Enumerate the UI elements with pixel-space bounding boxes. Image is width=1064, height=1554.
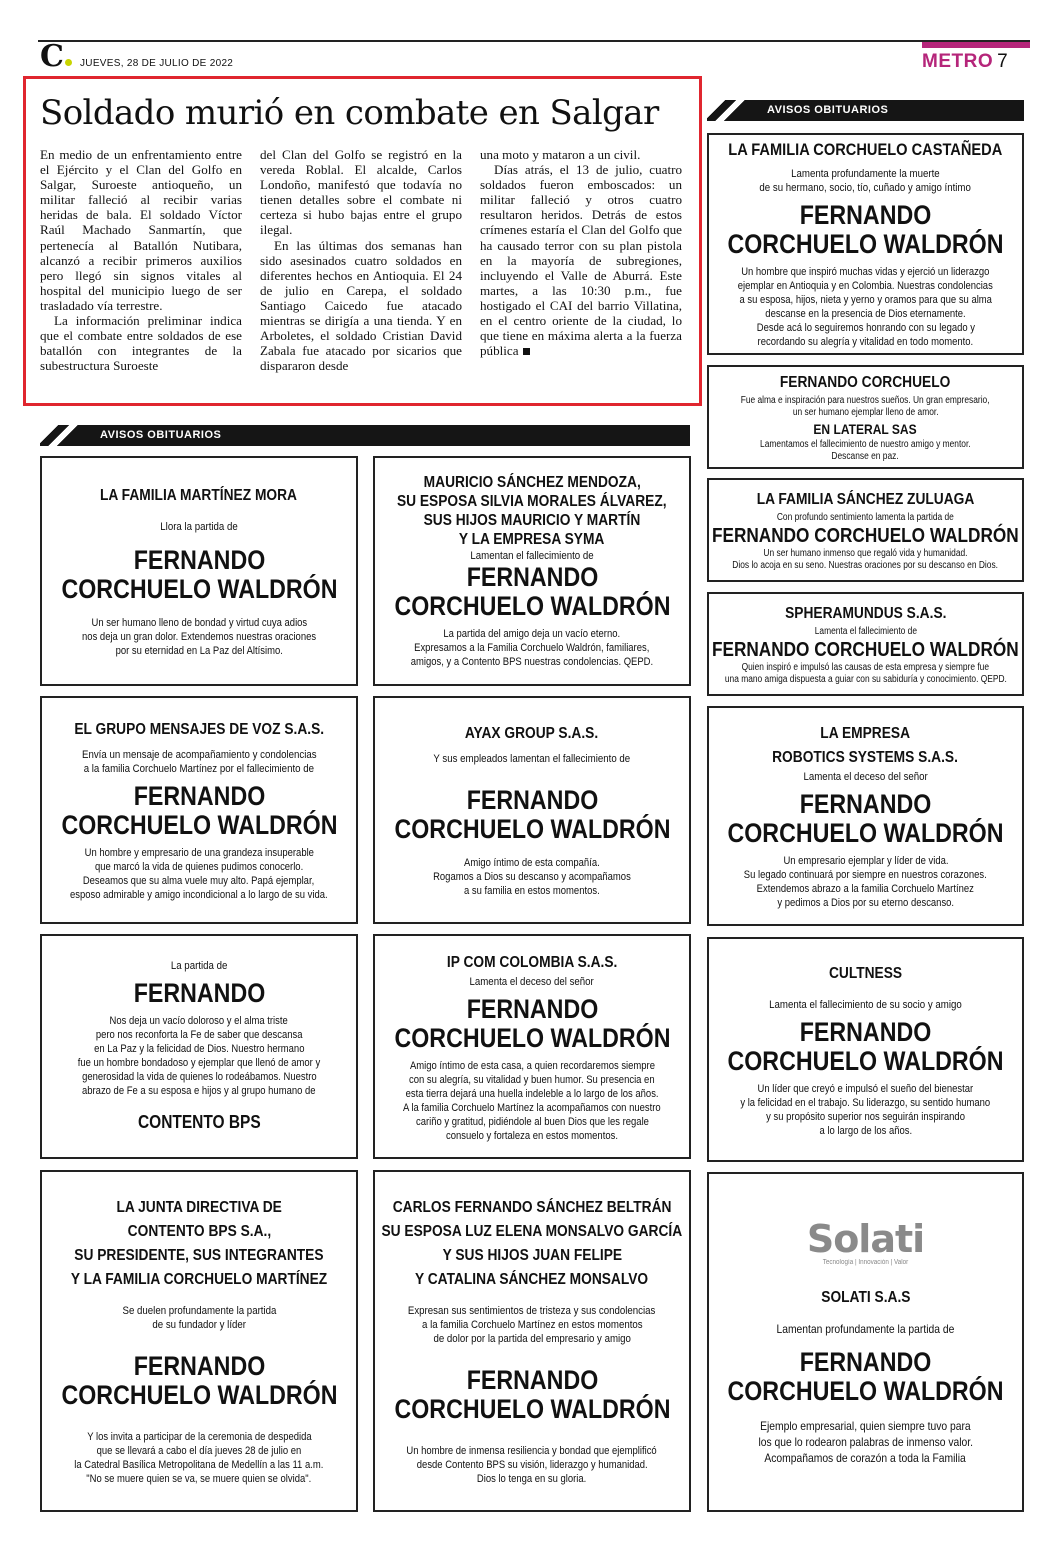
deceased-name: CORCHUELO WALDRÓN bbox=[393, 1022, 671, 1053]
deceased-name: CORCHUELO WALDRÓN bbox=[727, 818, 1004, 848]
deceased-name: FERNANDO bbox=[133, 978, 265, 1008]
aviso-body: con su alegría, su vitalidad y buen humor. Su presencia en bbox=[409, 1073, 655, 1086]
aviso-title: Y SUS HIJOS JUAN FELIPE bbox=[442, 1247, 622, 1264]
aviso-solati bbox=[707, 1172, 1024, 1512]
aviso-body: Un ser humano inmenso que regaló vida y humanidad. bbox=[763, 548, 968, 559]
aviso-body: Ejemplo empresarial, quien siempre tuvo para bbox=[760, 1418, 971, 1433]
aviso-intro: Lamenta el fallecimiento de bbox=[814, 626, 917, 637]
aviso-title: CARLOS FERNANDO SÁNCHEZ BELTRÁN bbox=[392, 1199, 672, 1216]
deceased-name: FERNANDO bbox=[466, 993, 598, 1024]
aviso-intro: de su fundador y líder bbox=[152, 1319, 246, 1331]
aviso-body: Dios lo tenga en su gloria. bbox=[477, 1473, 587, 1485]
avisos-header-grid: AVISOS OBITUARIOS bbox=[40, 425, 690, 446]
deceased-name: FERNANDO bbox=[466, 785, 598, 815]
aviso-body: Acompañamos de corazón a toda la Familia bbox=[764, 1450, 967, 1465]
aviso-intro: de dolor por la partida del empresario y amigo bbox=[433, 1333, 631, 1345]
aviso-body: Nos deja un vacío doloroso y el alma triste bbox=[109, 1015, 289, 1027]
aviso-body: pero nos reconforta la Fe de saber que descansa bbox=[95, 1029, 303, 1041]
aviso-body: Quien inspiró e impulsó las causas de esta empresa y siempre fue bbox=[741, 662, 990, 673]
aviso-intro: Se duelen profundamente la partida bbox=[122, 1305, 276, 1317]
aviso-title: MAURICIO SÁNCHEZ MENDOZA, bbox=[423, 474, 641, 491]
aviso-title: LA EMPRESA bbox=[820, 725, 911, 742]
aviso-body: a su esposa, hijos, nieta y yerno y oramos para que su alma bbox=[739, 294, 992, 306]
aviso-body: que se llevará a cabo el día jueves 28 de julio en bbox=[96, 1445, 302, 1457]
deceased-name: CORCHUELO WALDRÓN bbox=[393, 1394, 671, 1424]
aviso-body: Dios lo acoja en su seno. Nuestras oraciones por su descanso en Dios. bbox=[732, 560, 999, 571]
paragraph: En las últimas dos semanas han sido asesinados cuatro soldados en diferentes hechos en Antioquia. El 24 de julio en Carepa, el soldado Santiago Caicedo fue atacado mientras se dirigía a una tienda. Y en Arboletes, el soldado Cristian David Zabala fue atacado por sicarios que dispararon desde bbox=[260, 237, 462, 374]
aviso-sanchez-beltran bbox=[373, 1170, 691, 1512]
aviso-body: descanse en la presencia de Dios eternamente. bbox=[765, 308, 966, 320]
aviso-company: EN LATERAL SAS bbox=[813, 421, 918, 437]
aviso-body: nos deja un gran dolor. Extendemos nuestras oraciones bbox=[81, 631, 317, 643]
aviso-intro: Llora la partida de bbox=[160, 521, 238, 533]
aviso-title: SPHERAMUNDUS S.A.S. bbox=[784, 605, 947, 622]
aviso-body: Y los invita a participar de la ceremonia de despedida bbox=[86, 1431, 312, 1443]
deceased-name: FERNANDO bbox=[133, 781, 265, 811]
aviso-body: por su eternidad en La Paz del Altísimo. bbox=[115, 645, 283, 657]
deceased-name: CORCHUELO WALDRÓN bbox=[393, 814, 671, 844]
aviso-en-lateral bbox=[707, 365, 1024, 469]
aviso-intro: Lamenta profundamente la muerte bbox=[791, 168, 940, 180]
aviso-intro: Lamenta el fallecimiento de su socio y amigo bbox=[769, 998, 962, 1011]
aviso-body: la Catedral Basílica Metropolitana de Medellín a las 11 a.m. bbox=[74, 1459, 324, 1471]
aviso-body: Deseamos que su alma vuele muy alto. Papá ejemplar, bbox=[83, 875, 315, 887]
aviso-title: LA FAMILIA SÁNCHEZ ZULUAGA bbox=[756, 491, 975, 508]
aviso-intro: Envía un mensaje de acompañamiento y condolencias bbox=[81, 749, 317, 761]
aviso-body: ejemplar en Antioquia y en Colombia. Nuestras condolencias bbox=[737, 280, 994, 292]
section-name: METRO bbox=[922, 51, 994, 72]
solati-tagline: Tecnología | Innovación | Valor bbox=[822, 1258, 909, 1266]
aviso-martinez-mora bbox=[40, 456, 358, 686]
aviso-intro: Lamentan profundamente la partida de bbox=[776, 1321, 955, 1336]
slash-decoration-icon bbox=[40, 425, 80, 446]
paragraph: La información preliminar indica que el combate entre soldados de ese batallón con integrantes de la subestructura Suroeste bbox=[40, 313, 242, 374]
aviso-body: un ser humano ejemplar lleno de amor. bbox=[792, 407, 939, 418]
aviso-body: "No se muere quien se va, se muere quien se olvida". bbox=[86, 1473, 312, 1485]
aviso-body: Un hombre y empresario de una grandeza insuperable bbox=[84, 847, 314, 859]
aviso-intro: Lamentan el fallecimiento de bbox=[470, 550, 594, 562]
aviso-title: ROBOTICS SYSTEMS S.A.S. bbox=[772, 749, 959, 766]
aviso-body: recordando su alegría y vitalidad en todo momento. bbox=[757, 336, 974, 348]
paragraph: En medio de un enfrentamiento entre el Ejército y el Clan del Golfo en Salgar, Suroeste antioqueño, un militar falleció al recibir varias heridas de bala. El soldado Víctor Raúl Machado Sanmartín, que pertenecía al Batallón Nutibara, alcanzó a recibir primeros auxilios pero llegó sin signos vitales al hospital del municipio luego de ser trasladado vía terrestre. bbox=[40, 147, 242, 313]
aviso-cultness bbox=[707, 937, 1024, 1162]
aviso-title: SU PRESIDENTE, SUS INTEGRANTES bbox=[74, 1247, 324, 1264]
aviso-intro: Y sus empleados lamentan el fallecimiento de bbox=[433, 753, 631, 765]
deceased-name: CORCHUELO WALDRÓN bbox=[60, 574, 338, 604]
paragraph: una moto y mataron a un civil. bbox=[480, 147, 641, 162]
deceased-name: CORCHUELO WALDRÓN bbox=[727, 229, 1004, 259]
aviso-body: Un empresario ejemplar y líder de vida. bbox=[782, 855, 949, 867]
aviso-title: AYAX GROUP S.A.S. bbox=[465, 725, 599, 742]
aviso-title: LA FAMILIA CORCHUELO CASTAÑEDA bbox=[728, 140, 1003, 159]
deceased-name: FERNANDO bbox=[799, 200, 932, 230]
aviso-ip-com-colombia bbox=[373, 934, 691, 1159]
aviso-body: Expresamos a la Familia Corchuelo Waldrón, familiares, bbox=[414, 642, 650, 654]
aviso-signature: CONTENTO BPS bbox=[137, 1112, 261, 1132]
article-columns bbox=[40, 147, 685, 373]
deceased-name: CORCHUELO WALDRÓN bbox=[60, 810, 338, 840]
aviso-title: Y CATALINA SÁNCHEZ MONSALVO bbox=[415, 1271, 649, 1288]
article-col-3 bbox=[480, 147, 682, 373]
deceased-name: FERNANDO bbox=[133, 1351, 265, 1381]
deceased-name: FERNANDO bbox=[799, 789, 932, 819]
aviso-junta-directiva bbox=[40, 1170, 358, 1512]
deceased-name: FERNANDO bbox=[466, 1365, 598, 1395]
aviso-ayax-group bbox=[373, 696, 691, 924]
section-label bbox=[922, 51, 1008, 73]
aviso-body: abrazo de Fe a su esposa e hijos y al grupo humano de bbox=[82, 1085, 316, 1097]
aviso-title: Y LA FAMILIA CORCHUELO MARTÍNEZ bbox=[70, 1271, 328, 1288]
paragraph: del Clan del Golfo se registró en la vereda Roblal. El alcalde, Carlos Londoño, manifestó que todavía no tienen detalles sobre el combate ni certeza si hubo bajas entre el grupo ilegal. bbox=[260, 147, 462, 238]
aviso-body: Un hombre que inspiró muchas vidas y ejerció un liderazgo bbox=[741, 266, 990, 278]
aviso-title: Y LA EMPRESA SYMA bbox=[459, 531, 605, 548]
aviso-intro: Lamenta el deceso del señor bbox=[803, 771, 928, 783]
deceased-name: FERNANDO bbox=[466, 562, 598, 592]
avisos-header-right: AVISOS OBITUARIOS bbox=[707, 100, 1024, 121]
aviso-title: CONTENTO BPS S.A., bbox=[127, 1223, 271, 1240]
deceased-name: CORCHUELO WALDRÓN bbox=[60, 1380, 338, 1410]
aviso-intro: La partida de bbox=[170, 960, 228, 972]
aviso-title: SUS HIJOS MAURICIO Y MARTÍN bbox=[423, 512, 641, 529]
aviso-body: cariño y gratitud, pidiéndole al buen Dios que les regale bbox=[415, 1115, 649, 1128]
aviso-sanchez-mendoza bbox=[373, 456, 691, 686]
deceased-name: CORCHUELO WALDRÓN bbox=[727, 1045, 1004, 1076]
aviso-body: a su familia en estos momentos. bbox=[464, 885, 600, 897]
aviso-body: una mano amiga dispuesta a guiar con su sabiduría y conocimiento. QEPD. bbox=[724, 674, 1007, 685]
aviso-title: EL GRUPO MENSAJES DE VOZ S.A.S. bbox=[74, 721, 324, 738]
aviso-mensajes-de-voz bbox=[40, 696, 358, 924]
aviso-title: SU ESPOSA SILVIA MORALES ÁLVAREZ, bbox=[397, 493, 667, 510]
aviso-body: Rogamos a Dios su descanso y acompañamos bbox=[433, 871, 631, 883]
aviso-body: A la familia Corchuelo Martínez la acompañamos con nuestro bbox=[403, 1101, 661, 1114]
newspaper-logo: C bbox=[40, 42, 72, 72]
aviso-intro: Con profundo sentimiento lamenta la partida de bbox=[776, 512, 954, 523]
aviso-intro: Expresan sus sentimientos de tristeza y sus condolencias bbox=[408, 1305, 656, 1317]
aviso-intro: a la familia Corchuelo Martínez por el fallecimiento de bbox=[83, 763, 315, 775]
page-number: 7 bbox=[997, 51, 1009, 72]
aviso-body: Extendemos abrazo a la familia Corchuelo Martínez bbox=[756, 883, 975, 895]
aviso-robotics-systems bbox=[707, 706, 1024, 926]
aviso-body: Fue alma e inspiración para nuestros sueños. Un gran empresario, bbox=[741, 395, 990, 406]
header-rule bbox=[38, 40, 1030, 42]
aviso-body: y su propósito superior nos seguirán inspirando bbox=[766, 1110, 965, 1123]
end-mark-icon bbox=[523, 348, 530, 355]
aviso-body: esposo admirable y amigo incondicional a lo largo de su vida. bbox=[70, 889, 328, 901]
aviso-title: IP COM COLOMBIA S.A.S. bbox=[446, 953, 618, 971]
aviso-body: fue un hombre bondadoso y ejemplar que llenó de amor y bbox=[77, 1057, 321, 1069]
aviso-body: desde Contento BPS su visión, liderazgo y humanidad. bbox=[416, 1459, 648, 1471]
aviso-body: Un líder que creyó e impulsó el sueño del bienestar bbox=[757, 1082, 974, 1095]
aviso-title: CULTNESS bbox=[828, 964, 903, 982]
deceased-name: FERNANDO bbox=[799, 1346, 932, 1377]
aviso-sanchez-zuluaga bbox=[707, 478, 1024, 582]
aviso-body: Descanse en paz. bbox=[831, 451, 900, 462]
article-col-1 bbox=[40, 147, 242, 373]
aviso-intro: de su hermano, socio, tío, cuñado y amigo íntimo bbox=[759, 182, 972, 194]
aviso-title: FERNANDO CORCHUELO bbox=[780, 374, 951, 391]
slash-decoration-icon bbox=[707, 100, 747, 121]
aviso-title: SOLATI S.A.S bbox=[820, 1288, 911, 1306]
aviso-body: que marcó la vida de quienes pudimos conocerlo. bbox=[94, 861, 304, 873]
article-col-2 bbox=[260, 147, 462, 373]
deceased-name: FERNANDO bbox=[133, 545, 265, 575]
deceased-name: FERNANDO CORCHUELO WALDRÓN bbox=[712, 639, 1019, 661]
aviso-body: consuelo y fortaleza en estos momentos. bbox=[446, 1129, 618, 1142]
aviso-body: generosidad la vida de quienes lo rodeábamos. Nuestro bbox=[81, 1071, 317, 1083]
aviso-body: Lamentamos el fallecimiento de nuestro amigo y mentor. bbox=[760, 439, 971, 450]
aviso-body: Un hombre de inmensa resiliencia y bondad que ejemplificó bbox=[406, 1445, 658, 1457]
aviso-title: LA JUNTA DIRECTIVA DE bbox=[116, 1199, 282, 1216]
aviso-body: esta tierra dejará una huella indeleble a lo largo de los años. bbox=[405, 1087, 659, 1100]
article-title: Soldado murió en combate en Salgar bbox=[40, 93, 659, 133]
aviso-body: y la felicidad en el trabajo. Su liderazgo, su sentido humano bbox=[740, 1096, 991, 1109]
section-color-tab bbox=[922, 42, 1030, 48]
aviso-body: Amigo íntimo de esta casa, a quien recordaremos siempre bbox=[409, 1059, 655, 1072]
aviso-body: La partida del amigo deja un vacío eterno. bbox=[443, 628, 621, 640]
deceased-name: FERNANDO bbox=[799, 1016, 932, 1047]
aviso-body: Desde acá lo seguiremos honrando con su legado y bbox=[756, 322, 975, 334]
aviso-spheramundus bbox=[707, 592, 1024, 696]
aviso-corchuelo-castaneda bbox=[707, 133, 1024, 355]
aviso-title: SU ESPOSA LUZ ELENA MONSALVO GARCÍA bbox=[381, 1223, 683, 1240]
aviso-intro: a la familia Corchuelo Martínez en estos momentos bbox=[421, 1319, 643, 1331]
logo-dot-icon bbox=[65, 59, 72, 66]
dateline: JUEVES, 28 DE JULIO DE 2022 bbox=[80, 58, 234, 69]
aviso-body: los que lo rodearon palabras de inmenso valor. bbox=[758, 1434, 973, 1449]
aviso-body: en La Paz y la felicidad de Dios. Nuestro hermano bbox=[93, 1043, 305, 1055]
aviso-body: Un ser humano lleno de bondad y virtud cuya adios bbox=[91, 617, 307, 629]
deceased-name: CORCHUELO WALDRÓN bbox=[727, 1375, 1004, 1406]
deceased-name: FERNANDO CORCHUELO WALDRÓN bbox=[712, 525, 1019, 547]
aviso-body: Amigo íntimo de esta compañía. bbox=[464, 857, 600, 869]
paragraph: Días atrás, el 13 de julio, cuatro soldados fueron emboscados: un militar falleció y otros cuatro resultaron heridos. Detrás de estos crímenes estaría el Clan del Golfo que ha causado terror con su plan pistola en la mayoría de subregiones, incluyendo el Valle de Aburrá. Este martes, a las 10:30 p.m., fue hostigado el CAI del barrio Villatina, en el centro oriente de la ciudad, lo que tiene en máxima alerta a la fuerza pública bbox=[480, 162, 682, 359]
solati-logo: Solati bbox=[806, 1216, 925, 1261]
deceased-name: CORCHUELO WALDRÓN bbox=[393, 591, 671, 621]
aviso-body: y pedimos a Dios por su eterno descanso. bbox=[777, 897, 954, 909]
aviso-body: amigos, y a Contento BPS nuestras condolencias. QEPD. bbox=[410, 656, 654, 668]
aviso-contento-bps bbox=[40, 934, 358, 1159]
aviso-intro: Lamenta el deceso del señor bbox=[469, 975, 595, 988]
aviso-title: LA FAMILIA MARTÍNEZ MORA bbox=[100, 487, 298, 504]
news-article bbox=[23, 76, 702, 406]
aviso-body: Su legado continuará por siempre en nuestros corazones. bbox=[744, 869, 987, 881]
aviso-body: a lo largo de los años. bbox=[819, 1124, 912, 1137]
